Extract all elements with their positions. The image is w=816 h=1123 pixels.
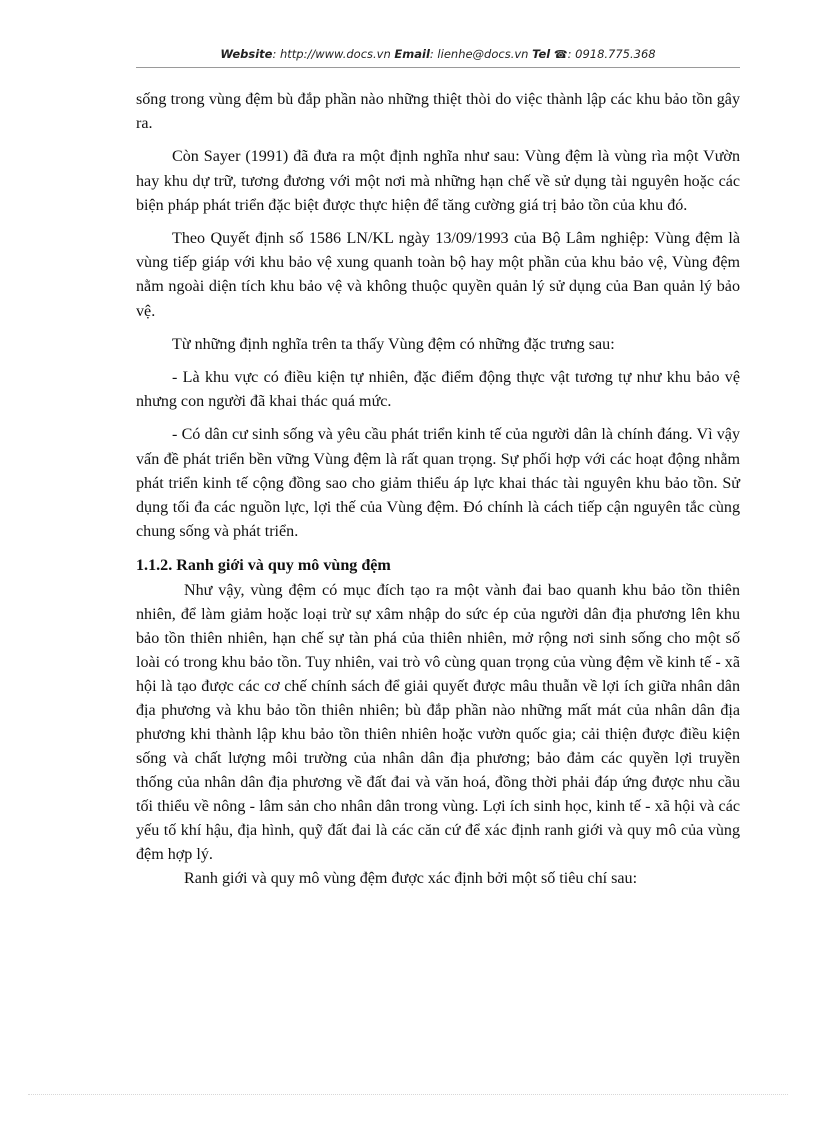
tel-label: Tel xyxy=(532,47,551,61)
paragraph-criteria-intro: Ranh giới và quy mô vùng đệm được xác định bởi một số tiêu chí sau: xyxy=(184,869,638,887)
list-item-population: - Có dân cư sinh sống và yêu cầu phát triển kinh tế của người dân là chính đáng. Vì vậy vấn đề phát triển bền vững Vùng đệm là rất quan trọng. Sự phối hợp với các hoạt động nhằm phát triển kinh tế cộng đồng sao cho giảm thiểu áp lực khai thác tài nguyên khu bảo tồn. Sử dụng tối đa các nguồn lực, lợi thế của Vùng đệm. Đó chính là cách tiếp cận nguyên tắc cùng chung sống và phát triển. xyxy=(136,426,740,541)
phone-icon: ☎ xyxy=(553,48,568,61)
tel-value: : 0918.775.368 xyxy=(567,47,656,61)
header-divider xyxy=(136,67,740,68)
paragraph-continuation: sống trong vùng đệm bù đắp phần nào những thiệt thòi do việc thành lập các khu bảo tồn gây ra. xyxy=(136,91,740,133)
page-header xyxy=(136,47,740,67)
email-label: Email xyxy=(394,47,430,61)
paragraph-sayer-definition: Còn Sayer (1991) đã đưa ra một định nghĩa như sau: Vùng đệm là vùng rìa một Vườn hay khu dự trữ, tương đương với một nơi mà những hạn chế về sử dụng tài nguyên hoặc các biện pháp phát triển đặc biệt được thực hiện để tăng cường giá trị bảo tồn của khu đó. xyxy=(136,148,740,214)
website-value: : http://www.docs.vn xyxy=(272,47,391,61)
email-value: : lienhe@docs.vn xyxy=(429,47,529,61)
section-heading: 1.1.2. Ranh giới và quy mô vùng đệm xyxy=(136,557,391,575)
paragraph-buffer-zone-purpose: Như vậy, vùng đệm có mục đích tạo ra một vành đai bao quanh khu bảo tồn thiên nhiên, để làm giảm hoặc loại trừ sự xâm nhập do sức ép của người dân địa phương lên khu bảo tồn thiên nhiên, hạn chế sự tàn phá của thiên nhiên, mở rộng nơi sinh sống cho một số loài có trong khu bảo tồn. Tuy nhiên, vai trò vô cùng quan trọng của vùng đệm về kinh tế - xã hội là tạo được các cơ chế chính sách để giải quyết được mâu thuẫn về lợi ích giữa nhân dân địa phương và khu bảo tồn thiên nhiên; bù đắp phần nào những mất mát của nhân dân địa phương khi thành lập khu bảo tồn thiên nhiên hoặc vườn quốc gia; cải thiện được điều kiện sống và chất lượng môi trường của nhân dân địa phương; bảo đảm các quyền lợi truyền thống của nhân dân địa phương về đất đai và văn hoá, đồng thời phải đáp ứng được nhu cầu tối thiểu về nông - lâm sản cho nhân dân trong vùng. Lợi ích sinh học, kinh tế - xã hội và các yếu tố khí hậu, địa hình, quỹ đất đai là các căn cứ để xác định ranh giới và quy mô của vùng đệm hợp lý. xyxy=(136,581,740,863)
paragraph-characteristics-intro: Từ những định nghĩa trên ta thấy Vùng đệm có những đặc trưng sau: xyxy=(172,335,615,353)
paragraph-decision-1586: Theo Quyết định số 1586 LN/KL ngày 13/09/1993 của Bộ Lâm nghiệp: Vùng đệm là vùng tiếp giáp với khu bảo vệ xung quanh toàn bộ hay một phần của khu bảo vệ, Vùng đệm nằm ngoài diện tích khu bảo vệ và không thuộc quyền quản lý sử dụng của Ban quản lý bảo vệ. xyxy=(136,230,740,320)
document-body xyxy=(136,88,740,891)
list-item-natural-conditions: - Là khu vực có điều kiện tự nhiên, đặc điểm động thực vật tương tự như khu bảo vệ nhưng con người đã khai thác quá mức. xyxy=(136,369,740,411)
website-label: Website xyxy=(220,47,273,61)
page-bottom-divider xyxy=(28,1094,788,1095)
